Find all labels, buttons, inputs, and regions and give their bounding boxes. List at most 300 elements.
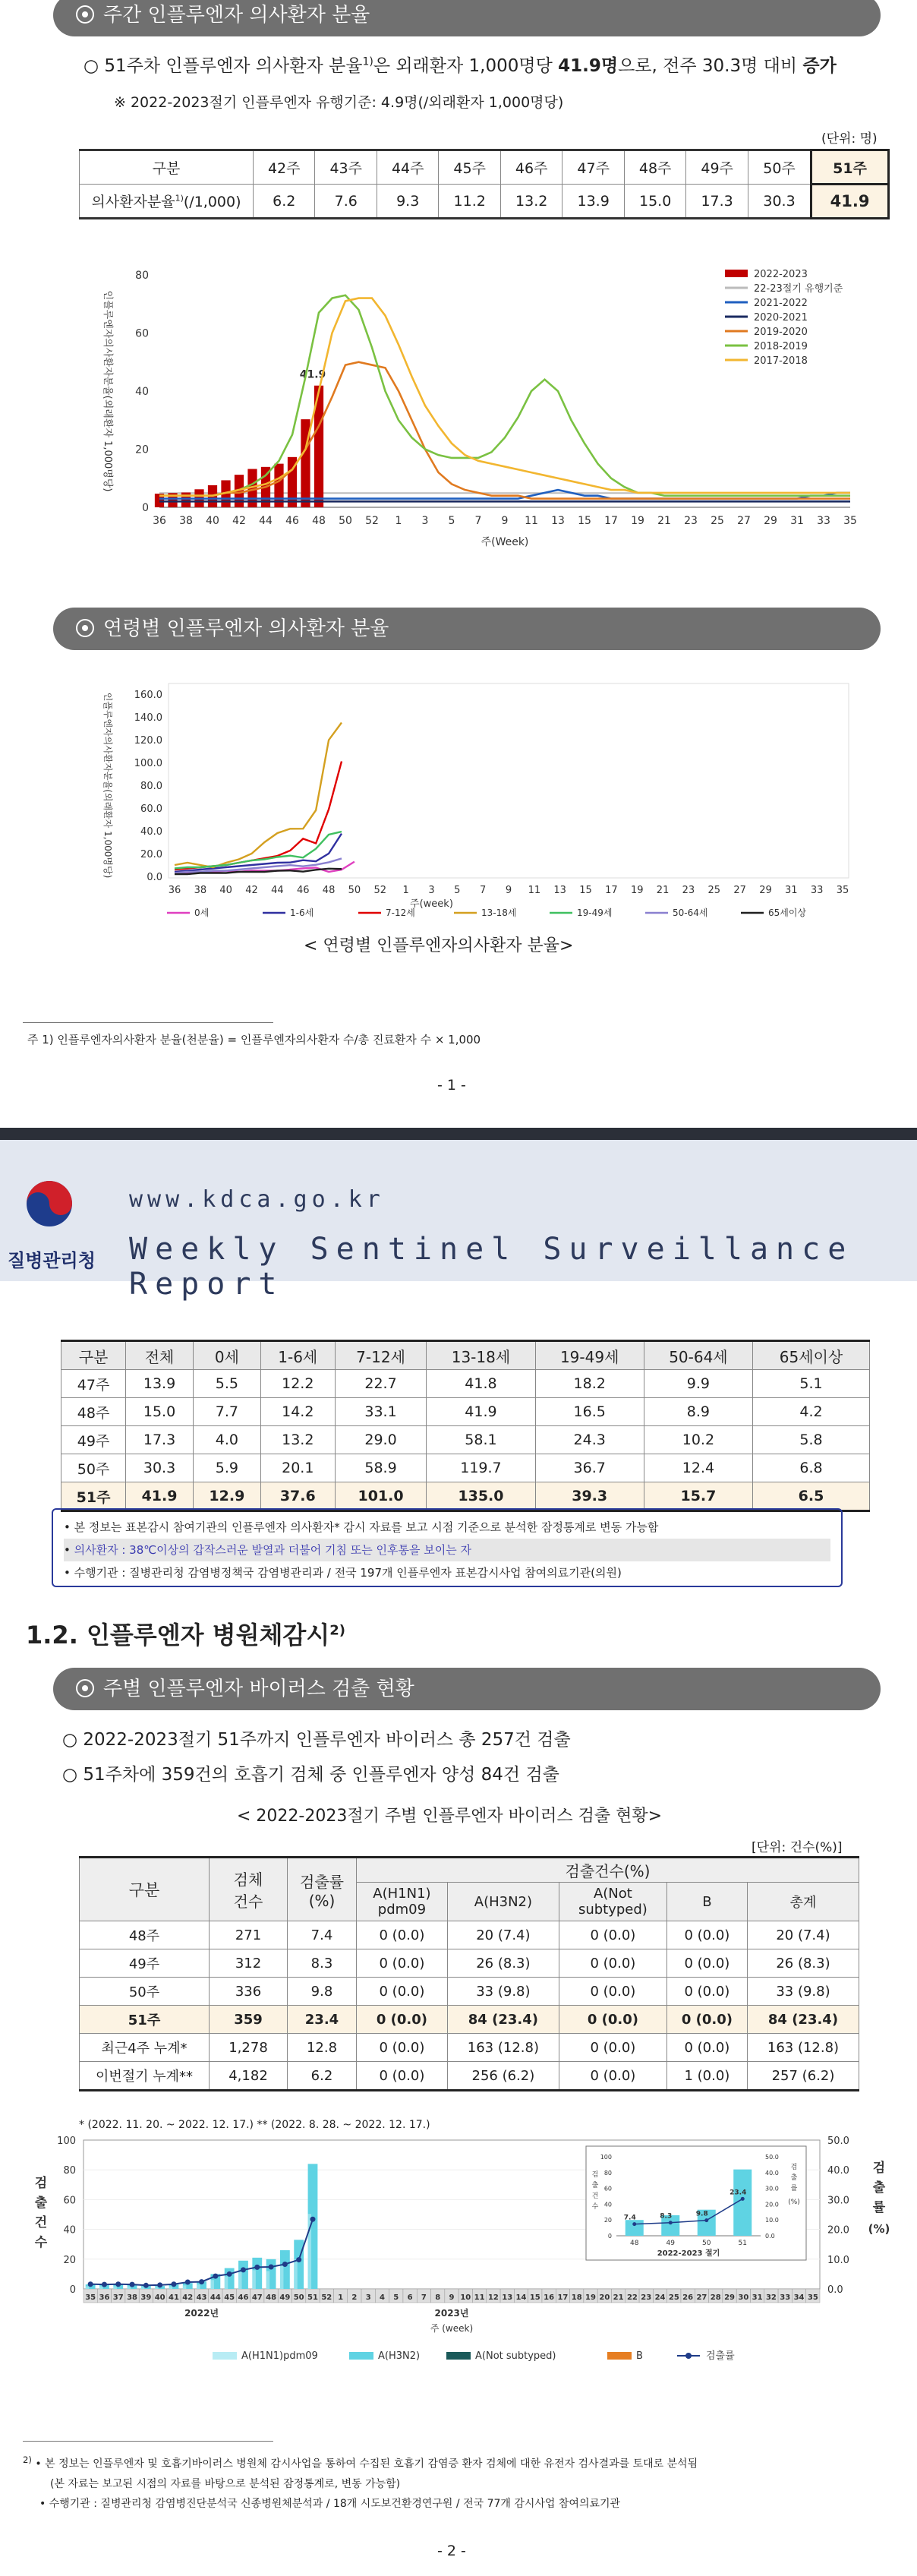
cell: 10.2: [644, 1426, 752, 1454]
footnote-2-line-2-text: (본 자료는 보고된 시점의 자료를 바탕으로 분석된 잠정통계로, 변동 가능함): [50, 2477, 401, 2490]
subheader-total: 총계: [747, 1883, 859, 1921]
inset-y2-tick: 40.0: [765, 2169, 779, 2177]
series-line-19-49세: [175, 832, 342, 868]
cell: 0 (0.0): [559, 1978, 666, 2006]
table-row-current: [61, 1482, 870, 1511]
info-box: [52, 1508, 843, 1587]
bar-h1n1: [155, 2287, 158, 2289]
subheader-not-subtyped: [559, 1883, 666, 1921]
legend-swatch: [349, 2352, 373, 2360]
x-tick-label: 20: [599, 2293, 610, 2302]
header-rate: [288, 1858, 357, 1921]
bar-annotation: 41.9: [299, 368, 326, 381]
cell: 23.4: [288, 2006, 357, 2034]
inset-y-tick: 20: [603, 2217, 612, 2224]
rate-point: [227, 2271, 232, 2277]
y-axis-label-char: 검: [34, 2176, 48, 2191]
header-rate-b: (%): [308, 1891, 336, 1910]
legend-label: 2020-2021: [754, 312, 808, 324]
cell: 49주: [80, 1949, 210, 1978]
age-ili-chart: [84, 676, 873, 927]
cell: 13.9: [126, 1370, 194, 1398]
inset-rate-label: 9.8: [695, 2210, 708, 2218]
header-samples-b: 건수: [233, 1893, 263, 1911]
cell: 6.8: [753, 1454, 870, 1482]
legend-swatch: [607, 2352, 632, 2360]
cell: 5.9: [193, 1454, 260, 1482]
subheader-h1n1-a: A(H1N1): [373, 1886, 431, 1902]
cell: 20 (7.4): [747, 1921, 859, 1949]
inset-y2-tick: 20.0: [765, 2201, 779, 2208]
y-axis-label-char: 건: [34, 2215, 48, 2230]
cell: 58.9: [335, 1454, 427, 1482]
cell: 84 (23.4): [747, 2006, 859, 2034]
x-tick-label: 36: [168, 885, 181, 896]
legend-label: 2018-2019: [754, 341, 808, 352]
x-tick-label: 17: [557, 2293, 569, 2302]
y-tick-label: 20: [135, 444, 149, 456]
inset-rate-point: [741, 2197, 745, 2201]
y-axis-label: 인플루엔자의사환자분율(외래환자 1,000명당): [102, 290, 113, 492]
x-tick-label: 49: [279, 2293, 291, 2302]
x-tick-label: 33: [810, 885, 824, 896]
inset-y-tick: 80: [603, 2169, 612, 2177]
table-row: [61, 1454, 870, 1482]
header-cell: 65세이상: [753, 1341, 870, 1370]
footnote-1: 주 1) 인플루엔자의사환자 분율(천분율) = 인플루엔자의사환자 수/총 진료환자 수 × 1,000: [27, 1033, 481, 1046]
x-tick-label: 27: [737, 515, 751, 527]
y-tick-label: 120.0: [134, 735, 162, 747]
bar-h1n1: [141, 2287, 144, 2289]
x-tick-label: 37: [112, 2293, 124, 2302]
series-line-2017-2018: [159, 298, 850, 496]
week-header: 48주: [624, 150, 685, 185]
y2-axis-label-unit: (%): [868, 2222, 890, 2236]
inset-y2label-char: 률: [790, 2185, 798, 2192]
info-line-3-text: 수행기관 : 질병관리청 감염병정책국 감염병관리과 / 전국 197개 인플루엔자 표본감시사업 참여의료기관(의원): [74, 1566, 622, 1580]
cell: 36.7: [535, 1454, 644, 1482]
cell: 18.2: [535, 1370, 644, 1398]
age-ili-table: [61, 1340, 870, 1512]
cell: 8.9: [644, 1398, 752, 1426]
x-tick-label: 13: [502, 2293, 513, 2302]
section-title-text: 연령별 인플루엔자 의사환자 분율: [103, 617, 389, 640]
x-tick-label: 35: [836, 885, 849, 896]
rate-point: [310, 2217, 315, 2222]
legend-label: 65세이상: [768, 908, 807, 918]
x-tick-label: 26: [682, 2293, 694, 2302]
bar-h1n1: [169, 2286, 172, 2289]
x-tick-label: 29: [759, 885, 772, 896]
y-tick-label: 80: [63, 2165, 76, 2177]
info-line-1: • 본 정보는 표본감시 참여기관의 인플루엔자 의사환자* 감시 자료를 보고 시점 기준으로 분석한 잠정통계로 변동 가능함: [64, 1520, 659, 1534]
x-tick-label: 28: [710, 2293, 721, 2302]
bullet1-post: 으로, 전주 30.3명 대비: [618, 56, 803, 76]
bullet-b-text: 51주차에 359건의 호흡기 검체 중 인플루엔자 양성 84건 검출: [83, 1765, 559, 1785]
bullet1-mid: 은 외래환자 1,000명당: [373, 56, 559, 76]
legend-label: 검출률: [706, 2350, 735, 2362]
table-row: [80, 185, 889, 219]
y-tick-label: 140.0: [134, 712, 162, 724]
x-tick-label: 23: [682, 885, 695, 896]
cell: 41.9: [126, 1482, 194, 1511]
legend-label: 2019-2020: [754, 327, 808, 338]
inset-rate-label: 7.4: [623, 2214, 636, 2222]
rate-point: [115, 2281, 121, 2287]
value-cell: 6.2: [254, 185, 315, 219]
x-tick-label: 41: [169, 2293, 179, 2302]
y2-tick-label: 40.0: [827, 2165, 849, 2177]
circle-bullet-icon: [76, 5, 94, 24]
x-tick-label: 25: [668, 2293, 679, 2302]
x-tick-label: 27: [696, 2293, 707, 2302]
inset-y-tick: 60: [603, 2185, 612, 2192]
x-tick-label: 38: [127, 2293, 138, 2302]
info-line-2-text: 의사환자 : 38℃이상의 갑작스러운 발열과 더불어 기침 또는 인후통을 보이는 자: [74, 1543, 471, 1557]
section-title-virus: [53, 1668, 881, 1710]
cell: 0 (0.0): [559, 1921, 666, 1949]
footnote-rule-2: [23, 2441, 273, 2442]
bar-h1n1: [266, 2271, 269, 2289]
legend-label: 50-64세: [673, 908, 708, 918]
x-tick-label: 50: [339, 515, 352, 527]
y-tick-label: 0.0: [147, 872, 162, 883]
cell: 0 (0.0): [559, 2034, 666, 2062]
legend-label: B: [636, 2350, 643, 2362]
x-tick-label: 52: [321, 2293, 332, 2302]
legend-label: 2017-2018: [754, 355, 808, 367]
cell: 0 (0.0): [357, 2062, 448, 2091]
rate-point: [282, 2262, 288, 2267]
y-tick-label: 60.0: [140, 803, 162, 815]
cell: 163 (12.8): [447, 2034, 559, 2062]
x-tick-label: 9: [501, 515, 509, 527]
cell: 13.2: [260, 1426, 335, 1454]
cell: 30.3: [126, 1454, 194, 1482]
x-tick-label: 12: [487, 2293, 499, 2302]
x-tick-label: 17: [604, 515, 618, 527]
footnote-2-line-1-text: 본 정보는 인플루엔자 및 호흡기바이러스 병원체 감시사업을 통하여 수집된 호흡기 감염증 환자 검체에 대한 유전자 검사결과를 토대로 분석됨: [45, 2458, 698, 2470]
bullet1-sup: 1): [362, 55, 373, 68]
row-label-post: (/1,000): [183, 194, 241, 210]
unit-label: (단위: 명): [821, 131, 878, 147]
info-line-2: • 의사환자 : 38℃이상의 갑작스러운 발열과 더불어 기침 또는 인후통을 보이는 자: [64, 1539, 830, 1561]
page-number-1: - 1 -: [437, 1077, 466, 1094]
cell: 33 (9.8): [447, 1978, 559, 2006]
inset-ylabel-char: 건: [591, 2192, 599, 2200]
x-tick-label: 51: [307, 2293, 318, 2302]
rate-point: [130, 2282, 135, 2287]
subheader-nst-a: A(Not: [593, 1886, 632, 1902]
x-tick-label: 50: [293, 2293, 304, 2302]
legend-swatch: [213, 2352, 237, 2360]
cell: 0 (0.0): [559, 2062, 666, 2091]
rate-point: [143, 2283, 149, 2288]
y-tick-label: 80: [135, 270, 149, 282]
value-cell: 15.0: [624, 185, 685, 219]
x-tick-label: 35: [807, 2293, 818, 2302]
cell: 26 (8.3): [447, 1949, 559, 1978]
cell: 51주: [61, 1482, 126, 1511]
cell: 0 (0.0): [357, 1949, 448, 1978]
bar-h1n1: [294, 2259, 297, 2289]
cell: 24.3: [535, 1426, 644, 1454]
header-cell: 19-49세: [535, 1341, 644, 1370]
cell: 29.0: [335, 1426, 427, 1454]
x-tick-label: 7: [480, 885, 487, 896]
value-cell: 9.3: [377, 185, 438, 219]
x-tick-label: 16: [544, 2293, 555, 2302]
x-tick-label: 30: [738, 2293, 749, 2302]
bar-h1n1: [238, 2272, 241, 2289]
virus-table-caption: < 2022-2023절기 주별 인플루엔자 바이러스 검출 현황>: [237, 1807, 663, 1826]
inset-y2label-char: 검: [790, 2164, 798, 2171]
bullet-a-text: 2022-2023절기 51주까지 인플루엔자 바이러스 총 257건 검출: [83, 1730, 571, 1750]
legend-label: 7-12세: [386, 908, 415, 918]
x-tick-label: 1: [402, 885, 409, 896]
header-cell: 1-6세: [260, 1341, 335, 1370]
x-tick-label: 22: [626, 2293, 638, 2302]
cell: 49주: [61, 1426, 126, 1454]
legend-marker: [685, 2353, 692, 2359]
x-tick-label: 29: [724, 2293, 735, 2302]
x-tick-label: 17: [605, 885, 618, 896]
x-tick-label: 7: [474, 515, 482, 527]
cell: 41.8: [427, 1370, 535, 1398]
y-tick-label: 40: [63, 2224, 76, 2237]
header-cell: 7-12세: [335, 1341, 427, 1370]
table-row: [61, 1370, 870, 1398]
inset-rate-point: [704, 2218, 708, 2222]
value-cell: 17.3: [686, 185, 748, 219]
bar-h1n1: [128, 2286, 131, 2289]
report-url: www.kdca.go.kr: [129, 1186, 385, 1213]
bar-h1n1: [252, 2270, 255, 2289]
bullet-virus-b: ○ 51주차에 359건의 호흡기 검체 중 인플루엔자 양성 84건 검출: [62, 1765, 559, 1785]
x-tick-label: 31: [752, 2293, 763, 2302]
y-tick-label: 20: [63, 2254, 76, 2266]
org-name: 질병관리청: [8, 1250, 96, 1271]
y-tick-label: 100: [57, 2136, 76, 2147]
x-tick-label: 10: [460, 2293, 471, 2302]
header-cell: 50-64세: [644, 1341, 752, 1370]
value-cell: 7.6: [315, 185, 377, 219]
x-tick-label: 15: [529, 2293, 540, 2302]
series-line-2018-2019: [159, 295, 850, 496]
cell: 58.1: [427, 1426, 535, 1454]
cell: 37.6: [260, 1482, 335, 1511]
ili-weekly-table: [79, 149, 890, 219]
section-heading-1-2: [26, 1616, 345, 1651]
cell: 1 (0.0): [666, 2062, 747, 2091]
rate-point: [296, 2257, 301, 2262]
footnote-2-line-1: $^{2)}$ • 본 정보는 인플루엔자 및 호흡기바이러스 병원체 감시사업을 통하여 수집된 호흡기 감염증 환자 검체에 대한 유전자 검사결과를 토대로 분석됨: [23, 2454, 698, 2470]
x-tick-label: 38: [194, 885, 207, 896]
hollow-circle-icon: ○: [84, 56, 99, 76]
cell: 14.2: [260, 1398, 335, 1426]
week-header-current: 51주: [811, 150, 889, 185]
rate-point: [241, 2267, 246, 2272]
table-row: [61, 1398, 870, 1426]
week-header: 43주: [315, 150, 377, 185]
footnote-2-line-3: • 수행기관 : 질병관리청 감염병진단분석국 신종병원체분석과 / 18개 시도보건환경연구원 / 전국 77개 감시사업 참여의료기관: [39, 2497, 621, 2510]
cell: 12.4: [644, 1454, 752, 1482]
cell: 12.8: [288, 2034, 357, 2062]
cell: 135.0: [427, 1482, 535, 1511]
x-tick-label: 3: [428, 885, 435, 896]
info-line-3: • 수행기관 : 질병관리청 감염병정책국 감염병관리과 / 전국 197개 인플루엔자 표본감시사업 참여의료기관(의원): [64, 1566, 622, 1580]
cell: 163 (12.8): [747, 2034, 859, 2062]
kdca-logo-icon: [24, 1179, 74, 1229]
value-cell: 30.3: [748, 185, 811, 219]
legend-label: 2022-2023: [754, 269, 808, 280]
week-header: 42주: [254, 150, 315, 185]
cell: 359: [210, 2006, 288, 2034]
x-tick-label: 6: [407, 2293, 413, 2302]
cell: 271: [210, 1921, 288, 1949]
x-tick-label: 3: [365, 2293, 371, 2302]
section-title-weekly-ili: [53, 0, 881, 36]
cell: 336: [210, 1978, 288, 2006]
value-cell: 11.2: [439, 185, 500, 219]
week-header: 47주: [562, 150, 624, 185]
section-title-age-ili: [53, 608, 881, 650]
week-header: 44주: [377, 150, 438, 185]
legend-label: 2021-2022: [754, 298, 808, 309]
rate-point: [269, 2264, 274, 2269]
table-row-current: [80, 2006, 859, 2034]
x-tick-label: 47: [251, 2293, 263, 2302]
x-axis-label: 주(week): [410, 898, 453, 910]
cell: 4,182: [210, 2062, 288, 2091]
x-tick-label: 1: [395, 515, 402, 527]
header-category: 구분: [80, 1858, 210, 1921]
y2-tick-label: 20.0: [827, 2224, 849, 2237]
cell: 33 (9.8): [747, 1978, 859, 2006]
cell: 41.9: [427, 1398, 535, 1426]
bar-h1n1: [225, 2277, 228, 2289]
x-tick-label: 38: [179, 515, 193, 527]
cell: 12.2: [260, 1370, 335, 1398]
y2-tick-label: 0.0: [827, 2284, 843, 2296]
x-tick-label: 14: [515, 2293, 527, 2302]
x-tick-label: 33: [780, 2293, 791, 2302]
legend-label: 1-6세: [290, 908, 314, 918]
cell: 26 (8.3): [747, 1949, 859, 1978]
x-tick-label: 35: [85, 2293, 96, 2302]
section-title-text: 주간 인플루엔자 의사환자 분율: [103, 4, 370, 27]
x-tick-label: 25: [711, 515, 724, 527]
bar-h1n1: [86, 2286, 89, 2289]
y-tick-label: 40.0: [140, 826, 162, 838]
x-tick-label: 23: [684, 515, 698, 527]
bar-h1n1: [99, 2286, 102, 2289]
x-tick-label: 21: [657, 515, 671, 527]
cell: 6.2: [288, 2062, 357, 2091]
year-label: 2023년: [434, 2308, 469, 2319]
x-tick-label: 19: [630, 885, 644, 896]
cell: 16.5: [535, 1398, 644, 1426]
x-tick-label: 46: [238, 2293, 249, 2302]
legend-label: A(H1N1)pdm09: [241, 2350, 318, 2362]
cell: 이번절기 누계**: [80, 2062, 210, 2091]
cell: 0 (0.0): [357, 2034, 448, 2062]
heading-text: 1.2. 인플루엔자 병원체감시: [26, 1621, 330, 1649]
x-tick-label: 19: [631, 515, 644, 527]
week-header: 46주: [500, 150, 562, 185]
chart2-caption: < 연령별 인플루엔자의사환자 분율>: [304, 936, 574, 955]
x-tick-label: 11: [525, 515, 538, 527]
y-tick-label: 60: [135, 327, 149, 340]
x-tick-label: 48: [322, 885, 336, 896]
x-tick-label: 21: [613, 2293, 624, 2302]
x-tick-label: 35: [843, 515, 857, 527]
rate-point: [254, 2265, 260, 2270]
plot-frame: [169, 683, 849, 878]
info-line-1-text: 본 정보는 표본감시 참여기관의 인플루엔자 의사환자* 감시 자료를 보고 시점 기준으로 분석한 잠정통계로 변동 가능함: [74, 1520, 659, 1534]
x-tick-label: 46: [296, 885, 310, 896]
y2-tick-label: 30.0: [827, 2195, 849, 2207]
legend-swatch: [446, 2352, 471, 2360]
rate-point: [102, 2282, 107, 2287]
legend-label: A(H3N2): [378, 2350, 421, 2362]
x-tick-label: 11: [528, 885, 541, 896]
cell: 4.2: [753, 1398, 870, 1426]
cell: 9.8: [288, 1978, 357, 2006]
inset-ylabel-char: 검: [591, 2171, 599, 2179]
inset-ylabel-char: 수: [591, 2203, 599, 2211]
cell: 257 (6.2): [747, 2062, 859, 2091]
x-tick-label: 15: [579, 885, 592, 896]
bar-h1n1: [210, 2280, 213, 2289]
table-row: [80, 1921, 859, 1949]
cell: 0 (0.0): [666, 1978, 747, 2006]
subheader-h1n1-b: pdm09: [377, 1902, 427, 1918]
cell: 39.3: [535, 1482, 644, 1511]
y-axis-label-char: 출: [34, 2196, 48, 2211]
cell: 50주: [80, 1978, 210, 2006]
inset-x-tick: 50: [702, 2240, 711, 2247]
header-cell: 13-18세: [427, 1341, 535, 1370]
rate-point: [213, 2274, 218, 2279]
x-tick-label: 7: [421, 2293, 427, 2302]
x-tick-label: 42: [182, 2293, 194, 2302]
cell: 256 (6.2): [447, 2062, 559, 2091]
subheader-nst-b: subtyped): [578, 1902, 648, 1918]
cell: 1,278: [210, 2034, 288, 2062]
x-tick-label: 13: [553, 885, 566, 896]
y-tick-label: 80.0: [140, 781, 162, 792]
x-tick-label: 46: [285, 515, 299, 527]
rate-point: [199, 2279, 204, 2284]
y-tick-label: 60: [63, 2195, 76, 2207]
cell: 84 (23.4): [447, 2006, 559, 2034]
x-tick-label: 5: [448, 515, 455, 527]
legend-swatch: [725, 270, 748, 277]
cell: 0 (0.0): [357, 1978, 448, 2006]
inset-y2-tick: 50.0: [765, 2154, 779, 2161]
y-tick-label: 0: [69, 2284, 76, 2296]
virus-detection-chart: [30, 2126, 896, 2385]
cell: 51주: [80, 2006, 210, 2034]
cell: 0 (0.0): [666, 1921, 747, 1949]
page-break-band: [0, 1128, 917, 1140]
table-row: [80, 2062, 859, 2091]
x-tick-label: 50: [348, 885, 361, 896]
inset-y2label-unit: (%): [788, 2199, 800, 2206]
inset-rate-label: 23.4: [730, 2189, 747, 2197]
header-cell: 전체: [126, 1341, 194, 1370]
